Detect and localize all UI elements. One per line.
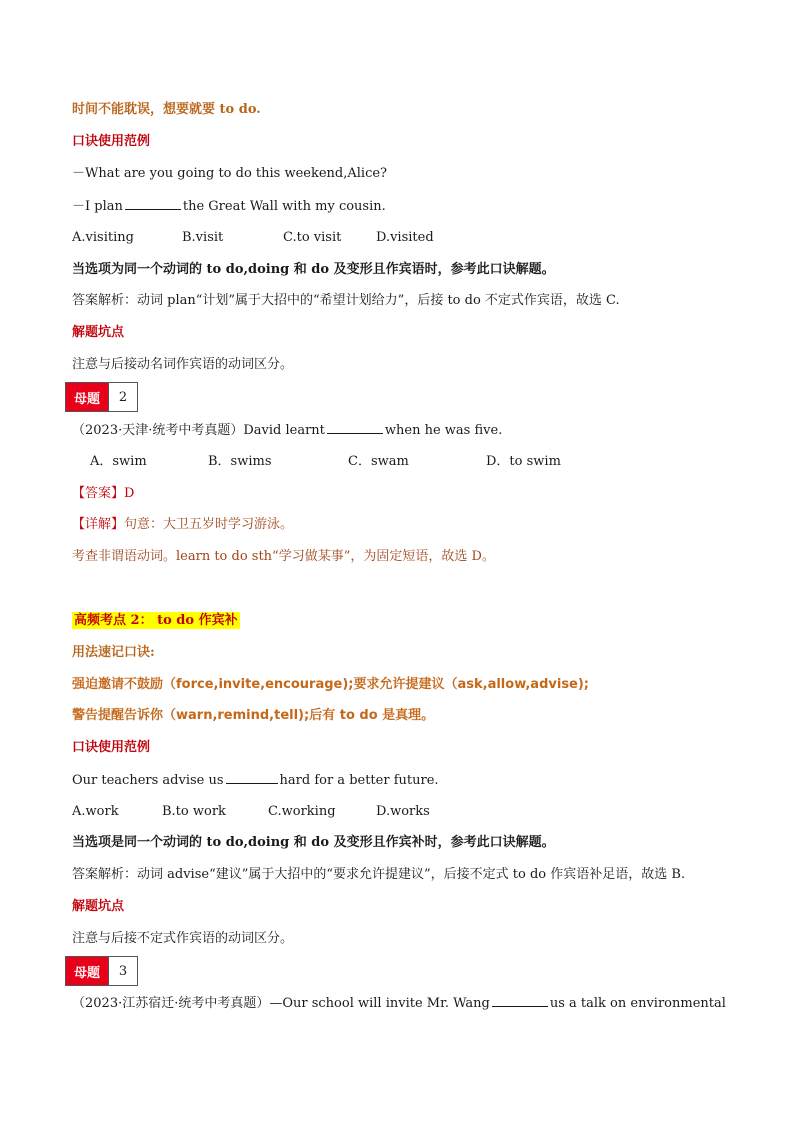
question-stem (72, 421, 502, 440)
question-line (72, 197, 386, 216)
detail-text (72, 516, 293, 534)
option: A.work (72, 804, 119, 819)
answer-blank (226, 771, 278, 784)
example-heading: 口诀使用范例 (72, 134, 151, 149)
option: C.to visit (283, 230, 342, 245)
question-text: us a talk on environmental (549, 996, 726, 1011)
option: C．swam (348, 454, 409, 469)
option: D.works (376, 804, 430, 819)
pitfall-heading: 解题坑点 (72, 899, 125, 914)
tag-label: 母题 (66, 383, 108, 411)
option: A．swim (90, 454, 147, 469)
mnemonic-line: 强迫邀请不鼓励（force,invite,encourage);要求允许提建议（ask,allow,advise); (72, 677, 590, 692)
answer-blank (492, 994, 548, 1007)
question-text: Our teachers advise us (72, 773, 224, 788)
tip-text: 当选项是同一个动词的 to do,doing 和 do 及变形且作宾补时，参考此口诀解题。 (72, 835, 555, 850)
answer-text: 【答案】D (72, 486, 135, 501)
question-tag (65, 956, 138, 986)
options-row (72, 229, 434, 247)
option: A.visiting (72, 230, 134, 245)
tag-number: 3 (108, 957, 137, 985)
pitfall-text: 注意与后接动名词作宾语的动词区分。 (72, 357, 294, 372)
question-text: the Great Wall with my cousin. (182, 199, 386, 214)
question-text: －I plan (72, 199, 123, 214)
highlighted-heading: 高频考点 2： to do 作宾补 (74, 613, 238, 628)
option: D.visited (376, 230, 434, 245)
detail-label: 【详解】 (72, 517, 125, 532)
pitfall-heading: 解题坑点 (72, 325, 125, 340)
option: B．swims (208, 454, 272, 469)
question-text: （2023·天津·统考中考真题）David learnt (72, 423, 325, 438)
answer-blank (327, 421, 383, 434)
question-text: （2023·江苏宿迁·统考中考真题）—Our school will invite Mr. Wang (72, 996, 490, 1011)
analysis-text: 答案解析：动词 advise“建议”属于大招中的“要求允许提建议”，后接不定式 to do 作宾语补足语，故选 B. (72, 867, 686, 882)
mnemonic-heading: 用法速记口诀: (72, 645, 155, 660)
option: B.visit (182, 230, 224, 245)
options-row (72, 803, 430, 821)
options-row (90, 453, 561, 471)
answer-blank (125, 197, 181, 210)
mnemonic-line: 警告提醒告诉你（warn,remind,tell);后有 to do 是真理。 (72, 708, 435, 723)
section-heading (72, 612, 240, 630)
question-text: when he was five. (384, 423, 503, 438)
question-line (72, 771, 439, 790)
question-stem (72, 994, 726, 1013)
detail-content: 句意：大卫五岁时学习游泳。 (124, 517, 294, 532)
tip-text: 当选项为同一个动词的 to do,doing 和 do 及变形且作宾语时，参考此口诀解题。 (72, 262, 555, 277)
option: D．to swim (486, 454, 561, 469)
option: C.working (268, 804, 336, 819)
tag-number: 2 (108, 383, 137, 411)
question-line: －What are you going to do this weekend,Alice? (72, 166, 388, 181)
question-text: hard for a better future. (279, 773, 439, 788)
tag-label: 母题 (66, 957, 108, 985)
pitfall-text: 注意与后接不定式作宾语的动词区分。 (72, 931, 294, 946)
explain-text: 考查非谓语动词。learn to do sth“学习做某事”，为固定短语，故选 D。 (72, 549, 495, 564)
analysis-text: 答案解析：动词 plan“计划”属于大招中的“希望计划给力”，后接 to do 不定式作宾语，故选 C. (72, 293, 620, 308)
question-tag (65, 382, 138, 412)
example-heading: 口诀使用范例 (72, 740, 151, 755)
mnemonic-rule: 时间不能耽误，想要就要 to do. (72, 102, 261, 117)
option: B.to work (162, 804, 226, 819)
